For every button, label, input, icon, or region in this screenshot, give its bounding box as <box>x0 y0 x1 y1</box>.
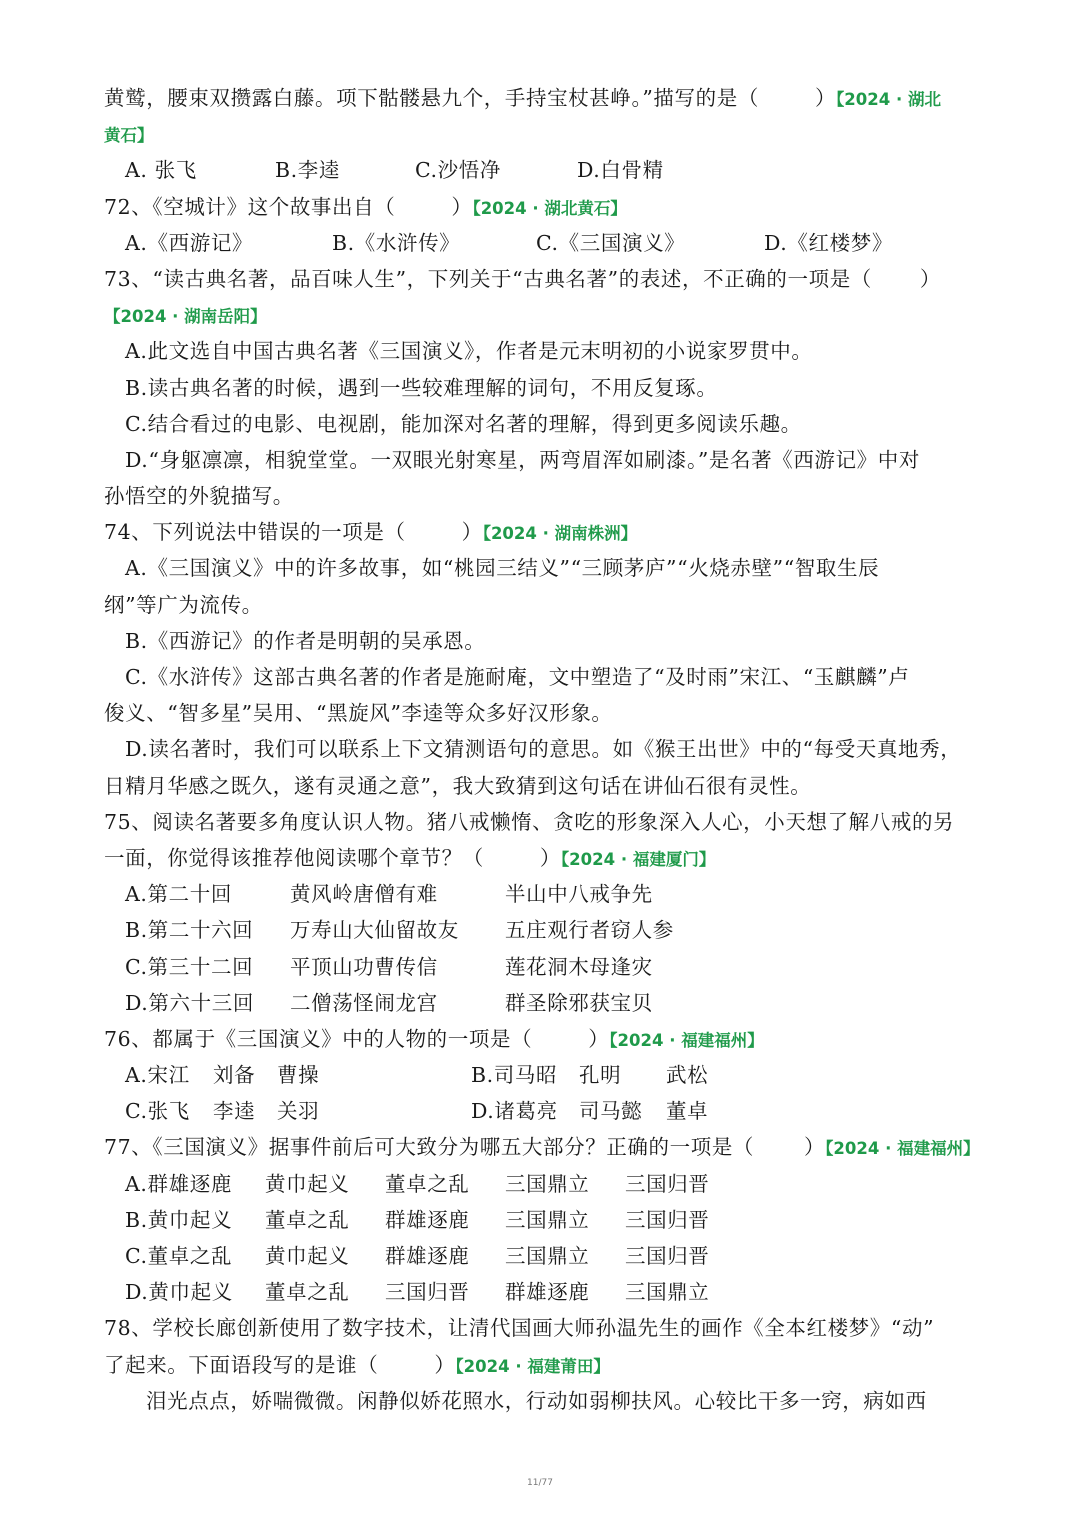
q74-option-c: C.《水浒传》这部古典名著的作者是施耐庵，文中塑造了“及时雨”宋江、“玉麒麟”卢 <box>125 665 910 689</box>
q75-stem: 75、阅读名著要多角度认识人物。猪八戒懒惰、贪吃的形象深入人心，小天想了解八戒的另 <box>104 809 955 834</box>
q77-option-a: A.群雄逐鹿 黄巾起义 董卓之乱 三国鼎立 三国归晋 <box>125 1171 710 1196</box>
q73-tag-line <box>104 297 980 333</box>
q78-passage: 泪光点点，娇喘微微。闲静似娇花照水，行动如弱柳扶风。心较比干多一窍，病如西 <box>146 1388 927 1413</box>
cont-line-2 <box>104 116 980 152</box>
q74-option-c-cont: 俊义、“智多星”吴用、“黑旋风”李逵等众多好汉形象。 <box>104 701 613 726</box>
source-tag: 黄石】 <box>104 126 154 146</box>
q75-option-b: B.第二十六回 万寿山大仙留故友 五庄观行者窃人参 <box>125 918 674 943</box>
source-tag: 【2024 · 福建莆田】 <box>455 1356 610 1376</box>
q75-option-d: D.第六十三回 二僧荡怪闹龙宫 群圣除邪获宝贝 <box>125 990 653 1015</box>
option-a: A. 张飞 <box>125 158 197 183</box>
source-tag: 【2024 · 福建厦门】 <box>560 849 716 869</box>
option-d: D.白骨精 <box>577 158 664 183</box>
q74-option-a: A.《三国演义》中的许多故事，如“桃园三结义”“三顾茅庐”“火烧赤壁”“智取生辰 <box>125 556 880 581</box>
q77-option-b: B.黄巾起义 董卓之乱 群雄逐鹿 三国鼎立 三国归晋 <box>125 1207 710 1232</box>
option-b: B.李逵 <box>275 158 340 183</box>
page-number: 11/77 <box>527 1478 553 1488</box>
q73-option-b: B.读古典名著的时候，遇到一些较难理解的词句，不用反复琢。 <box>125 375 718 400</box>
q73-option-c: C.结合看过的电影、电视剧，能加深对名著的理解，得到更多阅读乐趣。 <box>125 411 802 436</box>
q78-stem-cont: 了起来。下面语段写的是谁（ ）【2024 · 福建莆田】 <box>104 1352 610 1377</box>
q74-option-b: B.《西游记》的作者是明朝的吴承恩。 <box>125 628 486 653</box>
q76-options-ab: A.宋江 刘备 曹操 B.司马昭 孔明 武松 <box>125 1063 709 1088</box>
cont-line-1: 黄鹫，腰束双攒露白藤。项下骷髅悬九个，手持宝杖甚峥。”描写的是（ ）【2024 · 湖北 <box>104 86 941 110</box>
cont-options <box>104 152 980 188</box>
q74-option-d-cont: 日精月华感之既久，遂有灵通之意”，我大致猜到这句话在讲仙石很有灵性。 <box>104 773 812 798</box>
q78-stem: 78、学校长廊创新使用了数字技术，让清代国画大师孙温先生的画作《全本红楼梦》“动” <box>104 1316 935 1341</box>
q76-options-cd: C.张飞 李逵 关羽 D.诸葛亮 司马懿 董卓 <box>125 1099 709 1124</box>
q74-option-a-cont: 纲”等广为流传。 <box>104 592 263 617</box>
source-tag: 【2024 · 湖北 <box>836 90 941 109</box>
option-d: D.《红楼梦》 <box>764 230 893 255</box>
q77-stem: 77、《三国演义》据事件前后可大致分为哪五大部分？正确的一项是（ ）【2024 · 福建福州】 <box>104 1135 980 1160</box>
option-c: C.沙悟净 <box>415 158 501 183</box>
q76-stem: 76、都属于《三国演义》中的人物的一项是（ ）【2024 · 福建福州】 <box>104 1026 764 1051</box>
option-c: C.《三国演义》 <box>536 230 686 255</box>
q74-option-d: D.读名著时，我们可以联系上下文猜测语句的意思。如《猴王出世》中的“每受天真地秀， <box>125 737 962 762</box>
q77-option-c: C.董卓之乱 黄巾起义 群雄逐鹿 三国鼎立 三国归晋 <box>125 1244 710 1268</box>
source-tag: 【2024 · 湖北黄石】 <box>472 198 627 218</box>
option-a: A.《西游记》 <box>125 230 254 255</box>
q75-option-c: C.第三十二回 平顶山功曹传信 莲花洞木母逢灾 <box>125 954 653 979</box>
q77-option-d: D.黄巾起义 董卓之乱 三国归晋 群雄逐鹿 三国鼎立 <box>125 1280 710 1305</box>
q73-option-d: D.“身躯凛凛，相貌堂堂。一双眼光射寒星，两弯眉浑如刷漆。”是名著《西游记》中对 <box>125 447 920 472</box>
q72-options <box>104 225 980 261</box>
q73-option-d-cont: 孙悟空的外貌描写。 <box>104 484 294 509</box>
q74-stem: 74、下列说法中错误的一项是（ ）【2024 · 湖南株洲】 <box>104 520 638 545</box>
source-tag: 【2024 · 湖南岳阳】 <box>104 307 267 327</box>
q72-stem: 72、《空城计》这个故事出自（ ）【2024 · 湖北黄石】 <box>104 194 627 219</box>
source-tag: 【2024 · 福建福州】 <box>609 1030 764 1050</box>
q73-option-a: A.此文选自中国古典名著《三国演义》，作者是元末明初的小说家罗贯中。 <box>125 339 813 364</box>
option-b: B.《水浒传》 <box>332 230 461 255</box>
source-tag: 【2024 · 湖南株洲】 <box>482 524 638 544</box>
q75-stem-cont: 一面，你觉得该推荐他阅读哪个章节？（ ）【2024 · 福建厦门】 <box>104 845 716 870</box>
question-content <box>104 80 980 1419</box>
q75-option-a: A.第二十回 黄风岭唐僧有难 半山中八戒争先 <box>125 882 653 907</box>
q73-stem: 73、“读古典名著，品百味人生”，下列关于“古典名著”的表述，不正确的一项是（ ） <box>104 266 942 291</box>
source-tag: 【2024 · 福建福州】 <box>825 1139 980 1159</box>
